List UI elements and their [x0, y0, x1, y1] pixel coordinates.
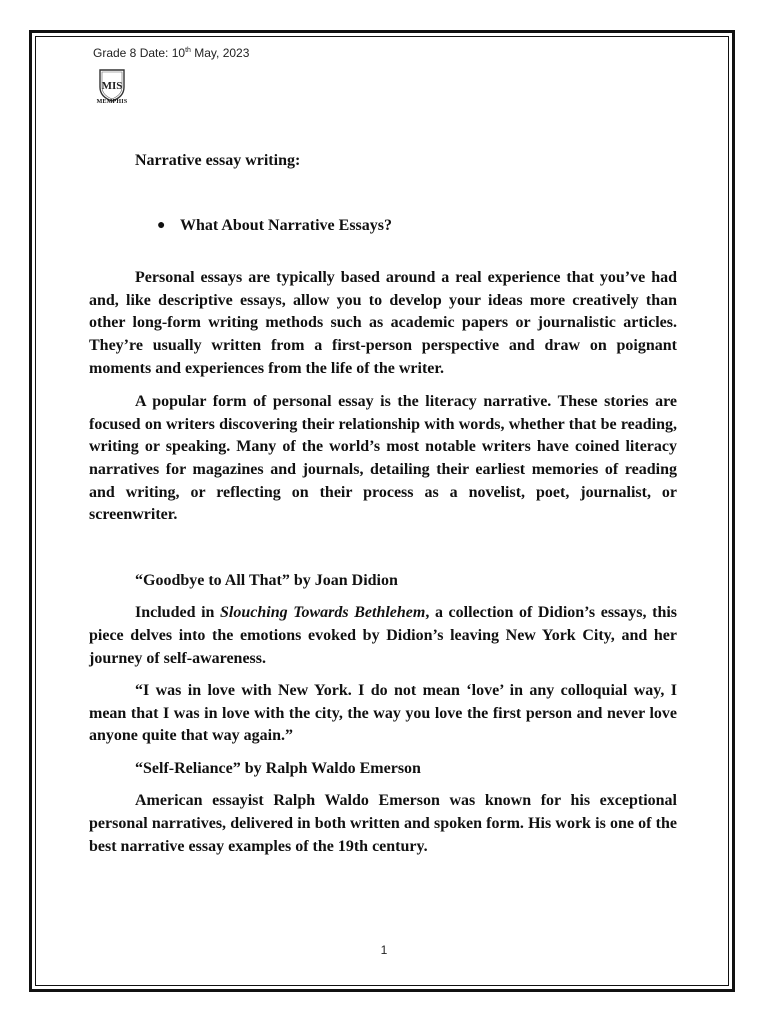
header-grade-date	[93, 46, 249, 60]
paragraph-didion-quote: “I was in love with New York. I do not mean ‘love’ in any colloquial way, I mean that I was in love with the city, the way you love the first person and never love anyone quite that way again.”	[89, 682, 677, 745]
bullet-text: What About Narrative Essays?	[180, 216, 393, 234]
bullet-dot-icon: ●	[157, 217, 166, 233]
logo-caption: MEMPHIS	[96, 99, 128, 105]
heading-emerson: “Self-Reliance” by Ralph Waldo Emerson	[135, 759, 421, 777]
date-ordinal-suffix: th	[185, 47, 191, 54]
bullet-item	[89, 215, 677, 238]
book-title-italic: Slouching Towards Bethlehem	[220, 604, 426, 622]
didion-text-post: , a collection of Didion’s essays, this piece delves into the emotions evoked by Didion’s leaving New York City, and her journey of self-awareness.	[89, 604, 678, 667]
grade-date-text: Grade 8 Date: 10	[93, 46, 186, 60]
document-title: Narrative essay writing:	[135, 152, 301, 169]
document-body	[89, 150, 677, 858]
paragraph-didion-description	[89, 602, 677, 670]
didion-text-pre: Included in	[135, 604, 221, 622]
paragraph-emerson-description: American essayist Ralph Waldo Emerson was known for his exceptional personal narratives, delivered in both written and spoken form. His work is one of the best narrative essay examples of the 19th century.	[89, 792, 677, 855]
date-rest-text: May, 2023	[190, 46, 250, 60]
page-number: 1	[380, 943, 388, 957]
paragraph-literacy-narrative: A popular form of personal essay is the literacy narrative. These stories are focused on writers discovering their relationship with words, whether that be reading, writing or speaking. Many of the world’s most notable writers have coined literacy narratives for magazines and journals, detailing their earliest memories of reading and writing, or reflecting on their process as a novelist, poet, journalist, or screenwriter.	[89, 393, 677, 524]
heading-didion: “Goodbye to All That” by Joan Didion	[135, 571, 398, 589]
paragraph-personal-essays: Personal essays are typically based around a real experience that you’ve had and, like descriptive essays, allow you to develop your ideas more creatively than other long-form writing methods such as academic papers or journalistic articles. They’re usually written from a first-person perspective and draw on poignant moments and experiences from the life of the writer.	[89, 269, 677, 377]
logo-letters: MIS	[101, 80, 123, 92]
